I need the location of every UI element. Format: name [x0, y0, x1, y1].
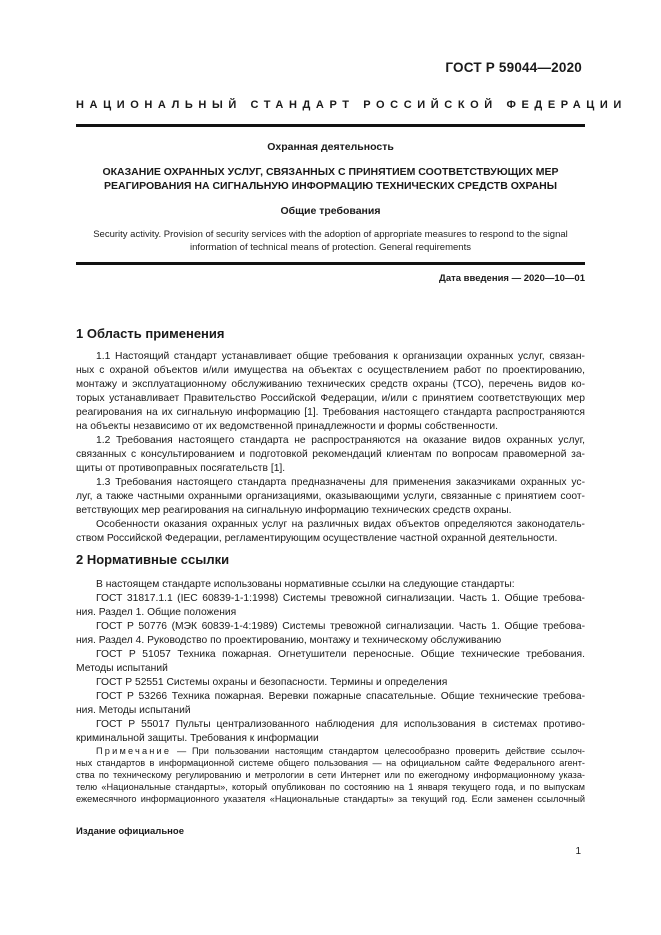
text-line: реагирования на их сигнальную информацию [1]. Требования настоящего стандарта распространяются: [76, 407, 585, 418]
text-line: связанных с консультированием и подготовкой рекомендаций клиентам по вопросам правомерной за-: [76, 449, 585, 460]
reference-line: ГОСТ Р 55017 Пульты централизованного наблюдения для использования в системах противо-: [96, 719, 585, 730]
official-edition-label: Издание официальное: [76, 826, 184, 837]
english-title-line: information of technical means of protection. General requirements: [190, 241, 471, 253]
text-line: В настоящем стандарте использованы нормативные ссылки на следующие стандарты:: [96, 579, 515, 590]
reference-line: ГОСТ Р 50776 (МЭК 60839-1-4:1989) Системы тревожной сигнализации. Часть 1. Общие требова-: [96, 621, 585, 632]
reference-line: ния. Раздел 4. Руководство по проектированию, монтажу и техническому обслуживанию: [76, 635, 502, 646]
text-line: ных с охраной объектов и/или имущества на объектах с осуществлением работ по проектированию,: [76, 365, 585, 376]
section-heading-scope: 1 Область применения: [76, 326, 225, 341]
note-line: ных стандартов в информационной системе общего пользования — на официальном сайте Федерального агент-: [76, 758, 585, 768]
text-line: 1.3 Требования настоящего стандарта предназначены для применения заказчиками охранных ус-: [96, 477, 585, 488]
page-number: 1: [575, 846, 581, 857]
reference-line: ния. Методы испытаний: [76, 705, 191, 716]
text-line: ветствующих мер реагирования на сигнальную информацию технических средств охраны.: [76, 505, 512, 516]
english-title-line: Security activity. Provision of security services with the adoption of appropriate measures to respond to the signal: [93, 229, 568, 240]
note-label: Примечание: [96, 746, 172, 756]
note-line: [96, 745, 585, 757]
reference-line: ГОСТ Р 52551 Системы охраны и безопасности. Термины и определения: [96, 677, 448, 688]
reference-line: Методы испытаний: [76, 663, 168, 674]
top-rule: [76, 124, 585, 127]
text-line: Особенности оказания охранных услуг на различных видах объектов определяются законодатель-: [96, 519, 585, 530]
gost-code: ГОСТ Р 59044—2020: [445, 60, 582, 75]
bottom-rule: [76, 262, 585, 265]
reference-line: криминальной защиты. Требования к информации: [76, 733, 319, 744]
reference-line: ГОСТ Р 53266 Техника пожарная. Веревки пожарные спасательные. Общие технические требова-: [96, 691, 585, 702]
document-title: [76, 166, 585, 193]
text-line: луг, а также частными охранными организациями, оказывающими услуги, связанные с принятием соот-: [76, 491, 585, 502]
national-standard-banner: НАЦИОНАЛЬНЫЙ СТАНДАРТ РОССИЙСКОЙ ФЕДЕРАЦИИ: [76, 99, 627, 111]
topic-title: Охранная деятельность: [267, 141, 394, 153]
note-line: телю «Национальные стандарты», который опубликован по состоянию на 1 января текущего года, и по выпускам: [76, 782, 585, 792]
title-line: ОКАЗАНИЕ ОХРАННЫХ УСЛУГ, СВЯЗАННЫХ С ПРИНЯТИЕМ СООТВЕТСТВУЮЩИХ МЕР: [102, 166, 559, 178]
english-title: [76, 229, 585, 254]
intro-date: Дата введения — 2020—10—01: [439, 273, 585, 284]
text-line: 1.2 Требования настоящего стандарта не распространяются на оказание видов охранных услуг,: [96, 435, 585, 446]
note-line: ежемесячного информационного указателя «Национальные стандарты» за текущий год. Если заменен ссылочный: [76, 794, 585, 804]
document-subtitle: Общие требования: [280, 205, 381, 217]
section-heading-references: 2 Нормативные ссылки: [76, 552, 230, 567]
reference-line: ния. Раздел 1. Общие положения: [76, 607, 237, 618]
reference-line: ГОСТ 31817.1.1 (IEC 60839-1-1:1998) Системы тревожной сигнализации. Часть 1. Общие требова-: [96, 593, 585, 604]
text-line: щиты от противоправных посягательств [1].: [76, 463, 286, 474]
text-line: монтажу и эксплуатационному обслуживанию технических средств охраны (ТСО), перечень видов ко-: [76, 379, 585, 390]
reference-line: ГОСТ Р 51057 Техника пожарная. Огнетушители переносные. Общие технические требования.: [96, 649, 585, 660]
text-line: на объекты независимо от их ведомственной принадлежности и формы собственности.: [76, 421, 498, 432]
note-line: ства по техническому регулированию и метрологии в сети Интернет или по ежегодному информационному указа-: [76, 770, 585, 780]
title-line: РЕАГИРОВАНИЯ НА СИГНАЛЬНУЮ ИНФОРМАЦИЮ ТЕХНИЧЕСКИХ СРЕДСТВ ОХРАНЫ: [104, 179, 557, 192]
text-line: торых устанавливает Правительство Российской Федерации, и/или с принятием соответствующих мер: [76, 393, 585, 404]
text-line: 1.1 Настоящий стандарт устанавливает общие требования к организации охранных услуг, связан-: [96, 351, 585, 362]
text-line: ством Российской Федерации, регламентирующим осуществление частной охранной деятельности.: [76, 533, 558, 544]
note-text: — При пользовании настоящим стандартом целесообразно проверить действие ссылоч-: [171, 746, 585, 756]
